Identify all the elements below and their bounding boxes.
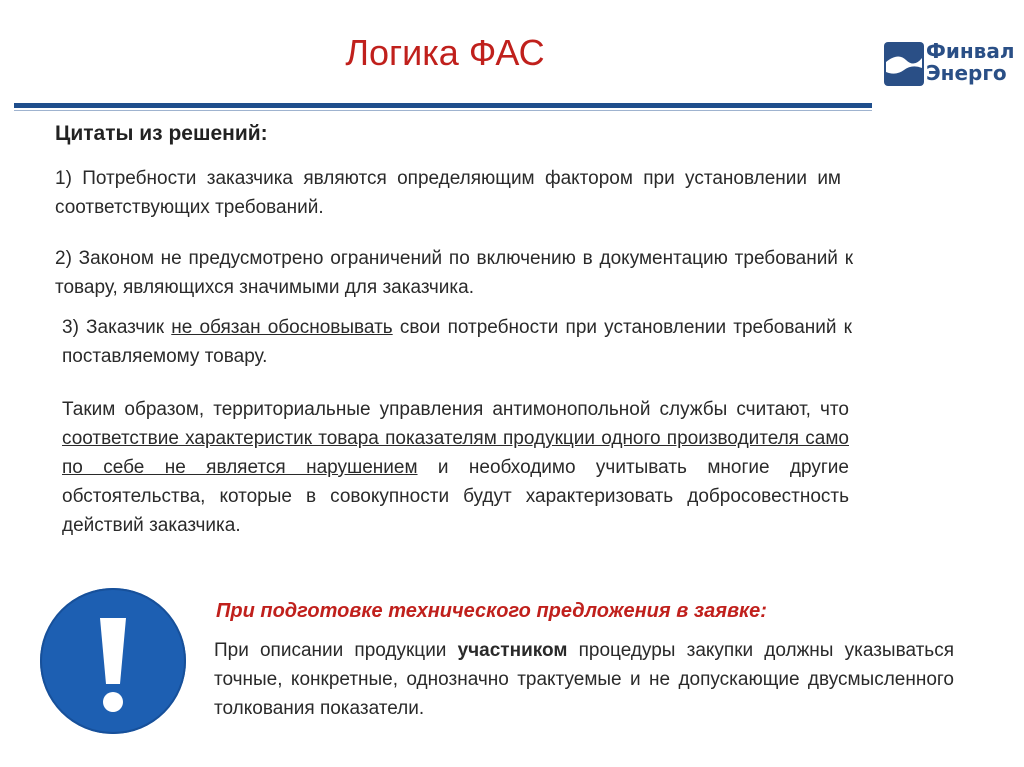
conclusion-underlined: соответствие характеристик товара показателям продукции одного производителя само по себе не является нарушением	[62, 428, 849, 478]
warning-badge	[40, 588, 186, 734]
section-heading: Цитаты из решений:	[55, 122, 268, 145]
company-logo	[884, 40, 1014, 90]
quote-3-after: свои потребности при установлении требований к поставляемому товару.	[62, 317, 852, 367]
quote-3-before: 3) Заказчик	[62, 317, 172, 338]
exclamation-icon	[40, 588, 186, 734]
title-divider-thin	[14, 110, 872, 111]
logo-text	[926, 40, 1014, 84]
conclusion-paragraph	[62, 395, 849, 540]
warning-title: При подготовке технического предложения в заявке:	[216, 600, 767, 622]
warning-text-after: процедуры закупки должны указываться точные, конкретные, однозначно трактуемые и не допускающие двусмысленного толкования показатели.	[214, 640, 954, 719]
warning-text	[214, 636, 954, 723]
logo-line-2: Энерго	[926, 61, 1007, 85]
quote-3	[62, 313, 852, 371]
title-divider	[14, 103, 872, 108]
quote-2: 2) Законом не предусмотрено ограничений по включению в документацию требований к товару, являющихся значимыми для заказчика.	[55, 248, 853, 298]
warning-text-before: При описании продукции	[214, 640, 458, 661]
quote-3-underlined: не обязан обосновывать	[171, 317, 393, 338]
quote-1: 1) Потребности заказчика являются определяющим фактором при установлении им соответствующих требований.	[55, 168, 841, 218]
conclusion-after: и необходимо учитывать многие другие обстоятельства, которые в совокупности будут характеризовать добросовестность действий заказчика.	[62, 457, 849, 536]
warning-text-bold: участником	[457, 640, 568, 661]
wave-logo-icon	[884, 42, 924, 86]
logo-line-1: Финвал	[926, 39, 1015, 63]
conclusion-before: Таким образом, территориальные управления антимонопольной службы считают, что	[62, 399, 849, 420]
page-title: Логика ФАС	[345, 32, 545, 73]
